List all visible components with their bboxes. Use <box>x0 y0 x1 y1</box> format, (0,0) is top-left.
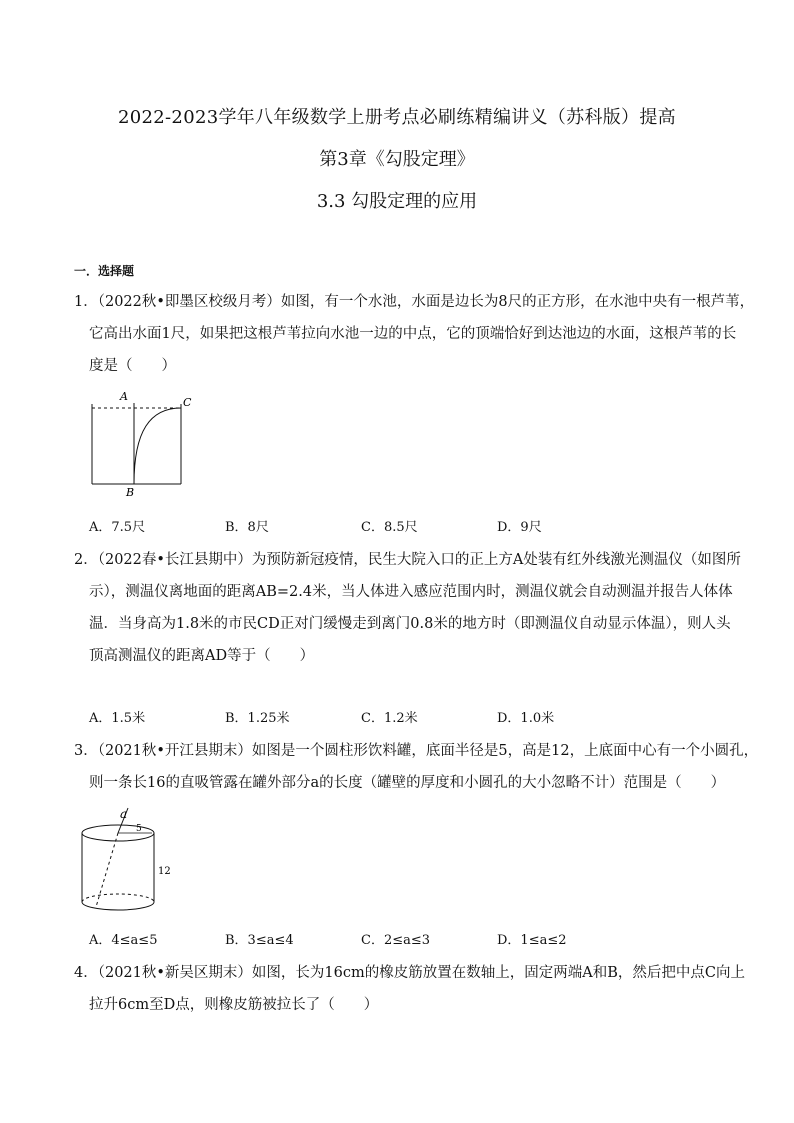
can-straw-figure <box>78 806 188 921</box>
can-bottom-front <box>82 902 154 910</box>
option-a[interactable]: A．1.5米 <box>89 711 146 726</box>
chapter-title: 第3章《勾股定理》 <box>319 149 475 170</box>
question-2-line-2: 示），测温仪离地面的距离AB=2.4米，当人体进入感应范围内时，测温仪就会自动测温并报告人体体 <box>89 584 733 600</box>
option-b[interactable]: B．8尺 <box>225 520 269 535</box>
question-4-line-2: 拉升6cm至D点，则橡皮筋被拉长了（ ） <box>89 997 379 1013</box>
question-3-line-2: 则一条长16的直吸管露在罐外部分a的长度（罐壁的厚度和小圆孔的大小忽略不计）范围是（ ） <box>89 775 726 791</box>
option-c[interactable]: C．8.5尺 <box>361 520 418 535</box>
label-height: 12 <box>158 866 171 877</box>
section-title: 3.3 勾股定理的应用 <box>316 191 478 212</box>
label-b: B <box>126 486 135 498</box>
label-c: C <box>183 396 192 409</box>
question-1-line-2: 它高出水面1尺，如果把这根芦苇拉向水池一边的中点，它的顶端恰好到达池边的水面，这根芦苇的长 <box>89 326 737 342</box>
option-a[interactable]: A．7.5尺 <box>89 520 146 535</box>
question-1-line-3: 度是（ ） <box>89 358 176 374</box>
option-b[interactable]: B．3≤a≤4 <box>225 933 294 948</box>
question-2-options <box>89 707 649 727</box>
pond-reed-figure <box>80 386 200 498</box>
question-2-line-4: 顶高测温仪的距离AD等于（ ） <box>89 648 315 664</box>
option-d[interactable]: D．9尺 <box>497 520 542 535</box>
label-a: a <box>120 807 128 821</box>
question-4-line-1: 4．（2021秋•新吴区期末）如图，长为16cm的橡皮筋放置在数轴上，固定两端A和B，然后把中点C向上 <box>74 965 745 981</box>
question-1-options <box>89 516 649 536</box>
question-2-line-1: 2．（2022春•长江县期中）为预防新冠疫情，民生大院入口的正上方A处装有红外线激光测温仪（如图所 <box>74 552 741 568</box>
question-2-line-3: 温．当身高为1.8米的市民CD正对门缓慢走到离门0.8米的地方时（即测温仪自动显示体温），则人头 <box>89 616 731 632</box>
option-d[interactable]: D．1.0米 <box>497 711 555 726</box>
label-a: A <box>120 390 128 403</box>
option-a[interactable]: A．4≤a≤5 <box>89 933 158 948</box>
option-d[interactable]: D．1≤a≤2 <box>497 933 567 948</box>
option-c[interactable]: C．1.2米 <box>361 711 418 726</box>
option-c[interactable]: C．2≤a≤3 <box>361 933 431 948</box>
can-bottom-back <box>82 894 154 902</box>
question-3-options <box>89 929 649 949</box>
section-heading: 一．选择题 <box>74 264 135 278</box>
question-1-line-1: 1．（2022秋•即墨区校级月考）如图，有一个水池，水面是边长为8尺的正方形，在水池中央有一根芦苇， <box>74 294 755 310</box>
straw-inside <box>96 833 118 907</box>
question-3-line-1: 3．（2021秋•开江县期末）如图是一个圆柱形饮料罐，底面半径是5，高是12，上底面中心有一个小圆孔， <box>74 743 759 759</box>
label-radius: 5 <box>136 824 142 834</box>
document-title: 2022-2023学年八年级数学上册考点必刷练精编讲义（苏科版）提高 <box>118 107 676 128</box>
option-b[interactable]: B．1.25米 <box>225 711 290 726</box>
reed-bent <box>134 408 181 484</box>
